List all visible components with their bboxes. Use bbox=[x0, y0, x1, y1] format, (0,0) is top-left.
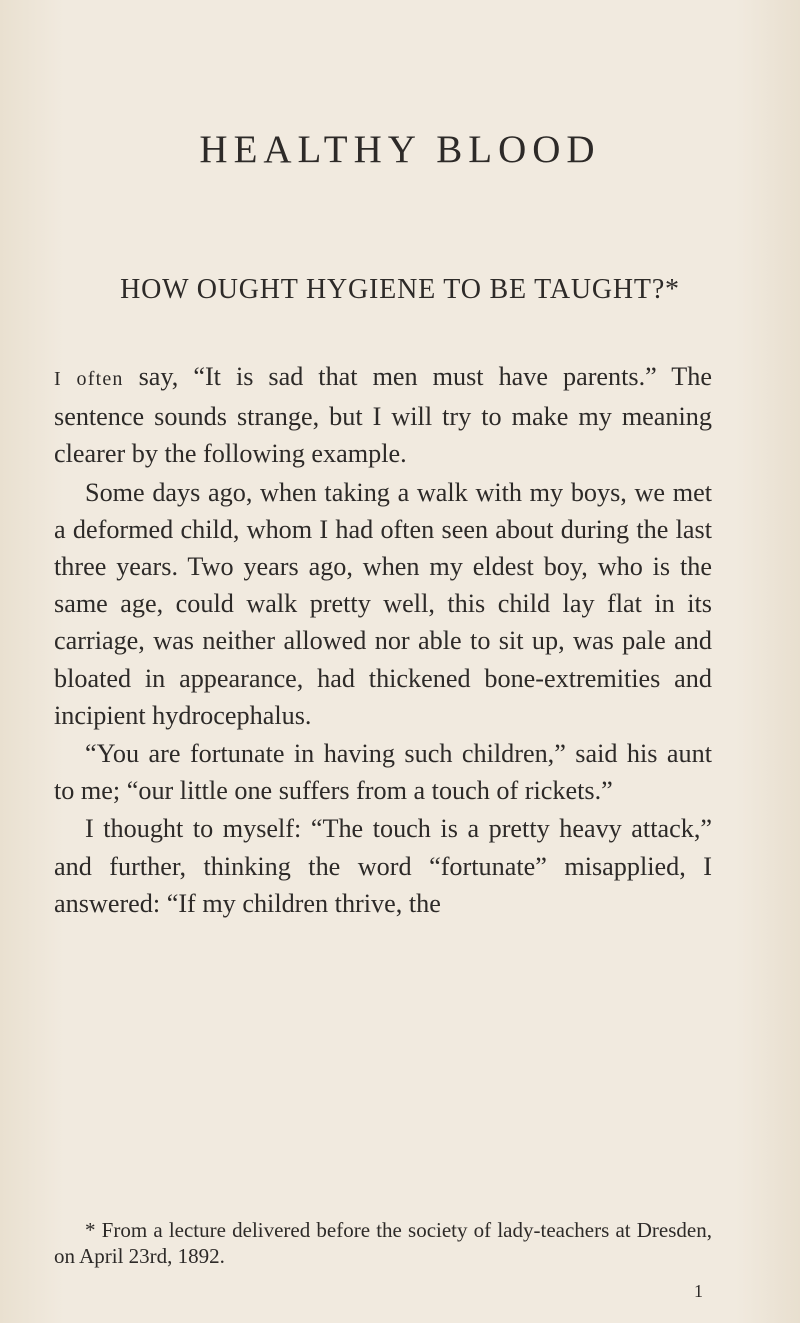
running-head: HEALTHY BLOOD bbox=[199, 128, 601, 171]
article-title: HOW OUGHT HYGIENE TO BE TAUGHT?* bbox=[120, 274, 680, 305]
footnote: * From a lecture delivered before the society of lady-teachers at Dresden, on April 23rd, 1892. bbox=[54, 1218, 712, 1268]
paragraph-1 bbox=[54, 358, 712, 473]
paragraph-2: Some days ago, when taking a walk with my boys, we met a deformed child, whom I had often seen about during the last three years. Two years ago, when my eldest boy, who is the same age, could walk pretty well, this child lay flat in its carriage, was neither allowed nor able to sit up, was pale and bloated in appearance, had thickened bone-extremities and incipient hydrocephalus. bbox=[54, 477, 712, 730]
paragraph-1-lead-in: I often bbox=[54, 368, 124, 390]
article-body bbox=[54, 358, 712, 923]
paragraph-3: “You are fortunate in having such children,” said his aunt to me; “our little one suffers from a touch of rickets.” bbox=[54, 739, 712, 806]
paragraph-4: I thought to myself: “The touch is a pretty heavy attack,” and further, thinking the word “fortunate” misapplied, I answered: “If my children thrive, the bbox=[54, 814, 712, 918]
paragraph-1-text: say, “It is sad that men must have parents.” The sentence sounds strange, but I will try to make my meaning clearer by the following example. bbox=[54, 362, 713, 469]
page-number: 1 bbox=[694, 1281, 703, 1301]
